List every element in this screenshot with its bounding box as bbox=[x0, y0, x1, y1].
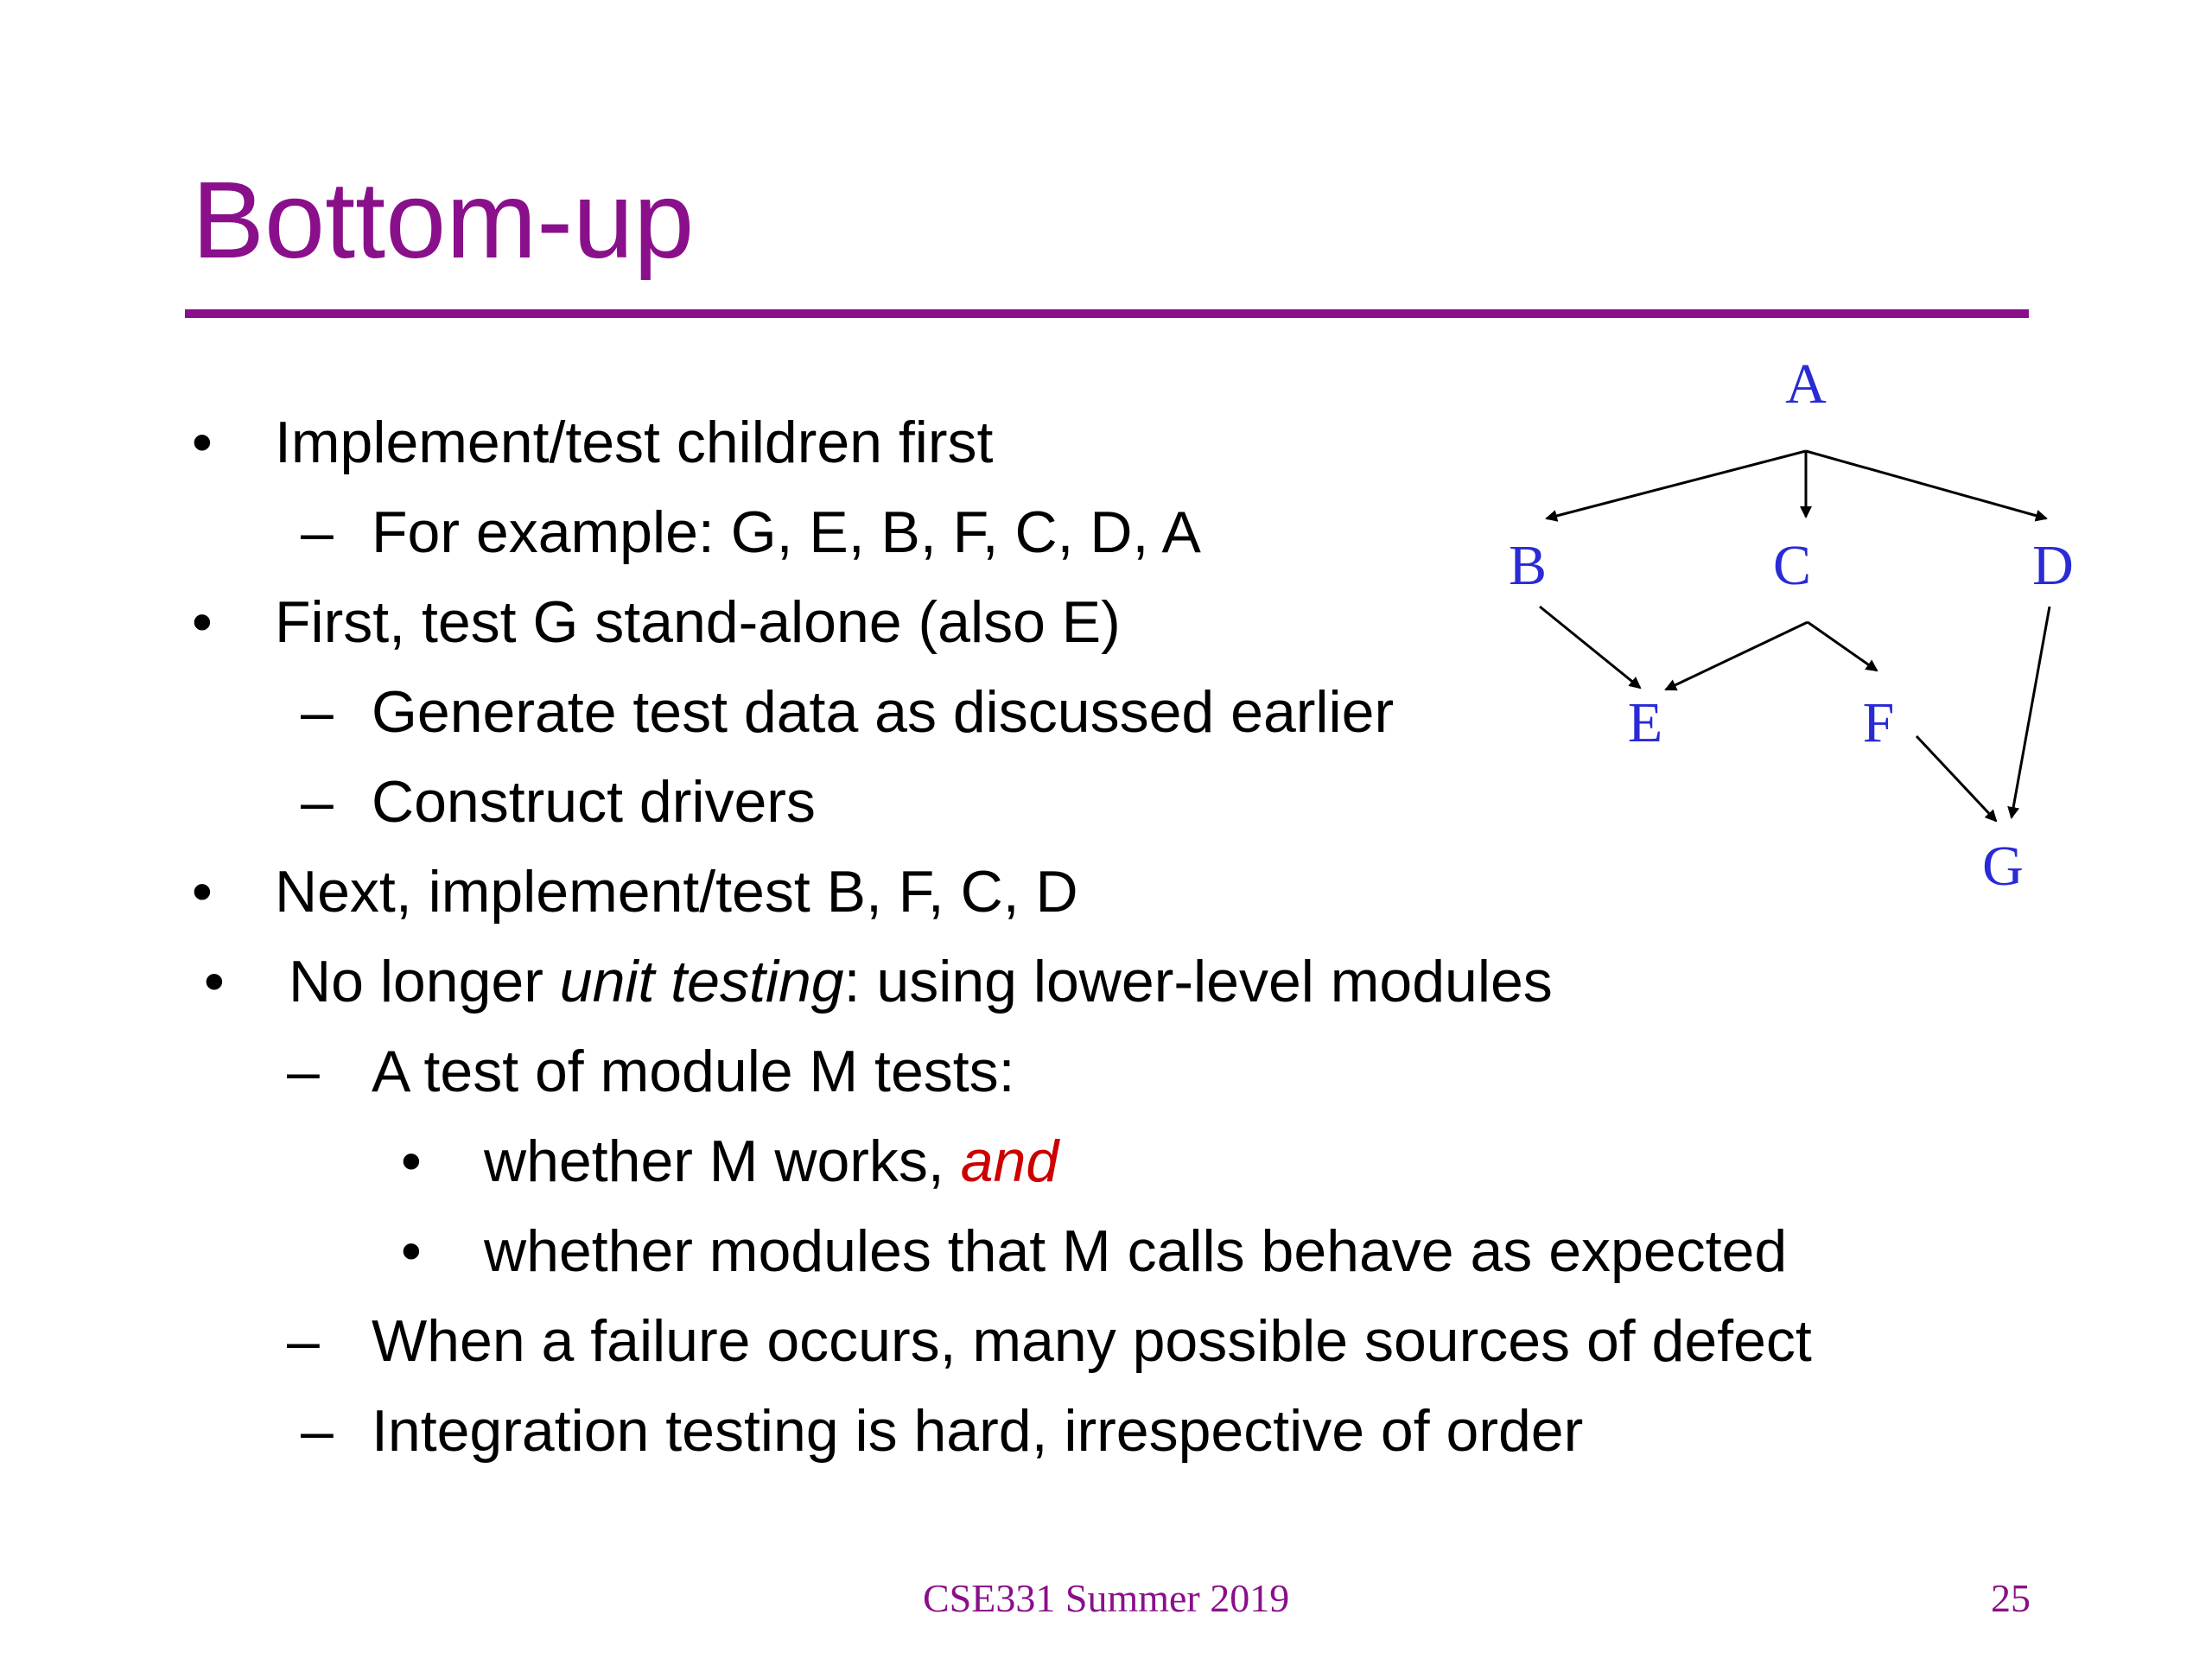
node-b: B bbox=[1508, 534, 1548, 597]
text-segment: No longer bbox=[289, 949, 560, 1014]
node-f: F bbox=[1862, 691, 1895, 754]
dash-marker: – bbox=[287, 1308, 320, 1374]
sub-sub-bullet-text: whether modules that M calls behave as expected bbox=[484, 1218, 1788, 1284]
dash-marker: – bbox=[301, 769, 334, 835]
edge-a-b bbox=[1547, 451, 1806, 518]
node-g: G bbox=[1982, 835, 2024, 898]
bullet-text: Next, implement/test B, F, C, D bbox=[275, 859, 1078, 925]
bullet-marker: • bbox=[204, 949, 225, 1014]
emphasis-text: unit testing bbox=[559, 949, 844, 1014]
node-e: E bbox=[1627, 691, 1663, 754]
dash-marker: – bbox=[301, 1398, 334, 1464]
bullet-marker: • bbox=[192, 589, 213, 655]
sub-bullet-text: When a failure occurs, many possible sources of defect bbox=[372, 1308, 1812, 1374]
sub-sub-bullet-text bbox=[484, 1127, 1058, 1196]
bullet-marker: • bbox=[192, 859, 213, 925]
edge-d-g bbox=[2012, 607, 2050, 817]
sub-bullet-text: Generate test data as discussed earlier bbox=[372, 679, 1395, 745]
node-a: A bbox=[1785, 353, 1827, 416]
text-segment: whether M works, bbox=[484, 1128, 961, 1194]
sub-bullet-text: For example: G, E, B, F, C, D, A bbox=[372, 499, 1201, 565]
slide-title: Bottom-up bbox=[192, 159, 695, 281]
dash-marker: – bbox=[287, 1039, 320, 1104]
dependency-graph bbox=[1469, 346, 2126, 916]
node-c: C bbox=[1772, 534, 1812, 597]
edge-b-e bbox=[1540, 607, 1640, 688]
emphasis-red-text: and bbox=[960, 1128, 1059, 1194]
sub-sub-bullet-marker: • bbox=[401, 1218, 422, 1284]
page-number: 25 bbox=[1991, 1576, 2031, 1620]
text-segment: : using lower-level modules bbox=[843, 949, 1553, 1014]
edge-f-g bbox=[1916, 736, 1996, 821]
dash-marker: – bbox=[301, 679, 334, 745]
bullet-text bbox=[289, 947, 1553, 1016]
sub-bullet-text: Integration testing is hard, irrespective of order bbox=[372, 1398, 1584, 1464]
edge-c-e bbox=[1666, 622, 1808, 690]
bullet-text: First, test G stand-alone (also E) bbox=[275, 589, 1121, 655]
dash-marker: – bbox=[301, 499, 334, 565]
bullet-marker: • bbox=[192, 410, 213, 475]
sub-bullet-text: Construct drivers bbox=[372, 769, 816, 835]
sub-bullet-text: A test of module M tests: bbox=[372, 1039, 1015, 1104]
bullet-text: Implement/test children first bbox=[275, 410, 994, 475]
edge-a-d bbox=[1806, 451, 2046, 518]
sub-sub-bullet-marker: • bbox=[401, 1128, 422, 1194]
footer-course-label: CSE331 Summer 2019 bbox=[923, 1576, 1290, 1620]
edge-c-f bbox=[1808, 622, 1877, 671]
node-d: D bbox=[2032, 534, 2074, 597]
module-dependency-diagram bbox=[1469, 346, 2126, 916]
